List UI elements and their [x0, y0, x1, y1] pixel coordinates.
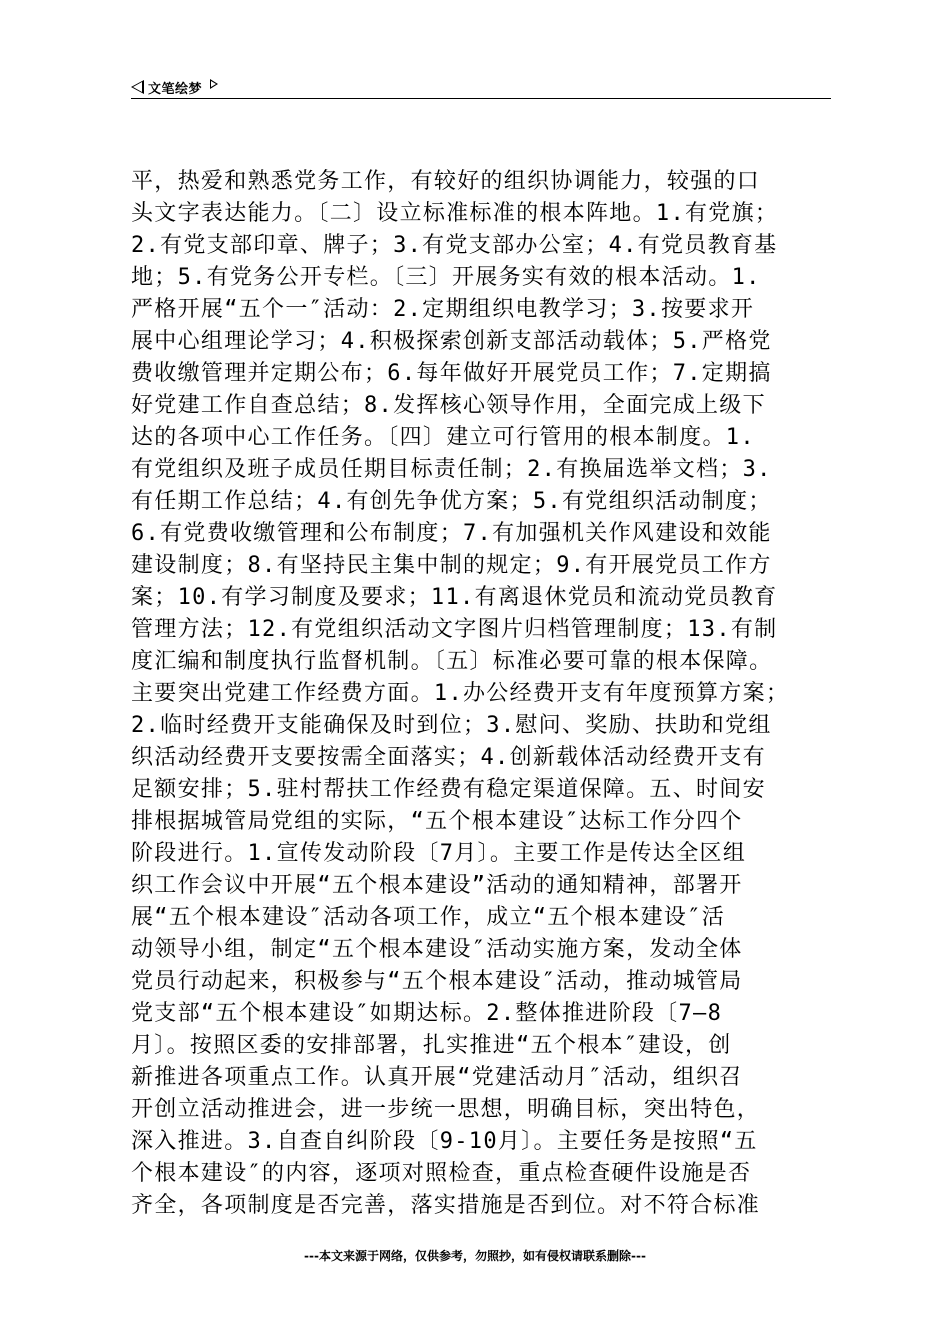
page-header: [131, 76, 831, 98]
body-text: [131, 166, 836, 1222]
text-line: 新推进各项重点工作。认真开展“党建活动月″活动，组织召: [131, 1065, 743, 1090]
footer-disclaimer: ---本文来源于网络，仅供参考，勿照抄，如有侵权请联系删除---: [304, 1249, 646, 1263]
text-line: 深入推进。3.自查自纠阶段〔9-10月〕。主要任务是按照“五: [131, 1129, 758, 1154]
text-line: 头文字表达能力。〔二〕设立标准标准的根本阵地。1.有党旗；: [131, 201, 779, 226]
text-line: 主要突出党建工作经费方面。1.办公经费开支有年度预算方案；: [131, 681, 790, 706]
text-line: 2.有党支部印章、牌子；3.有党支部办公室；4.有党员教育基: [131, 233, 778, 258]
header-title: 文笔绘梦: [148, 81, 203, 97]
text-line: 开创立活动推进会，进一步统一思想，明确目标，突出特色，: [131, 1097, 761, 1122]
header-divider: [131, 98, 831, 99]
text-line: 案；10.有学习制度及要求；11.有离退休党员和流动党员教育: [131, 585, 778, 610]
text-line: 排根据城管局党组的实际，“五个根本建设″达标工作分四个: [131, 809, 743, 834]
text-line: 平，热爱和熟悉党务工作，有较好的组织协调能力，较强的口: [131, 169, 761, 194]
text-line: 有党组织及班子成员任期目标责任制；2.有换届选举文档；3.: [131, 457, 772, 482]
text-line: 管理方法；12.有党组织活动文字图片归档管理制度；13.有制: [131, 617, 778, 642]
text-line: 有任期工作总结；4.有创先争优方案；5.有党组织活动制度；: [131, 489, 772, 514]
text-line: 地；5.有党务公开专栏。〔三〕开展务实有效的根本活动。1.: [131, 265, 761, 290]
text-line: 6.有党费收缴管理和公布制度；7.有加强机关作风建设和效能: [131, 521, 772, 546]
text-line: 展“五个根本建设″活动各项工作，成立“五个根本建设″活: [131, 905, 726, 930]
text-line: 建设制度；8.有坚持民主集中制的规定；9.有开展党员工作方: [131, 553, 772, 578]
text-line: 达的各项中心工作任务。〔四〕建立可行管用的根本制度。1.: [131, 425, 755, 450]
text-line: 好党建工作自查总结；8.发挥核心领导作用，全面完成上级下: [131, 393, 766, 418]
text-line: 阶段进行。1.宣传发动阶段〔7月〕。主要工作是传达全区组: [131, 841, 747, 866]
text-line: 度汇编和制度执行监督机制。〔五〕标准必要可靠的根本保障。: [131, 649, 773, 674]
text-line: 织活动经费开支要按需全面落实；4.创新载体活动经费开支有: [131, 745, 766, 770]
text-line: 费收缴管理并定期公布；6.每年做好开展党员工作；7.定期搞: [131, 361, 772, 386]
text-line: 个根本建设″的内容，逐项对照检查，重点检查硬件设施是否: [131, 1161, 752, 1186]
text-line: 严格开展“五个一″活动：2.定期组织电教学习；3.按要求开: [131, 297, 755, 322]
text-line: 党员行动起来，积极参与“五个根本建设″活动，推动城管局: [131, 969, 743, 994]
text-line: 动领导小组，制定“五个根本建设″活动实施方案，发动全体: [131, 937, 743, 962]
text-line: 月〕。按照区委的安排部署，扎实推进“五个根本″建设，创: [131, 1033, 732, 1058]
text-line: 织工作会议中开展“五个根本建设”活动的通知精神，部署开: [131, 873, 743, 898]
text-line: 党支部“五个根本建设″如期达标。2.整体推进阶段〔7—8: [131, 1001, 723, 1026]
triangle-left-icon: [131, 80, 144, 94]
text-line: 展中心组理论学习；4.积极探索创新支部活动载体；5.严格党: [131, 329, 772, 354]
text-line: 齐全，各项制度是否完善，落实措施是否到位。对不符合标准: [131, 1193, 761, 1218]
text-line: 2.临时经费开支能确保及时到位；3.慰问、奖励、扶助和党组: [131, 713, 772, 738]
text-line: 足额安排；5.驻村帮扶工作经费有稳定渠道保障。五、时间安: [131, 777, 766, 802]
triangle-right-icon: [210, 79, 218, 89]
